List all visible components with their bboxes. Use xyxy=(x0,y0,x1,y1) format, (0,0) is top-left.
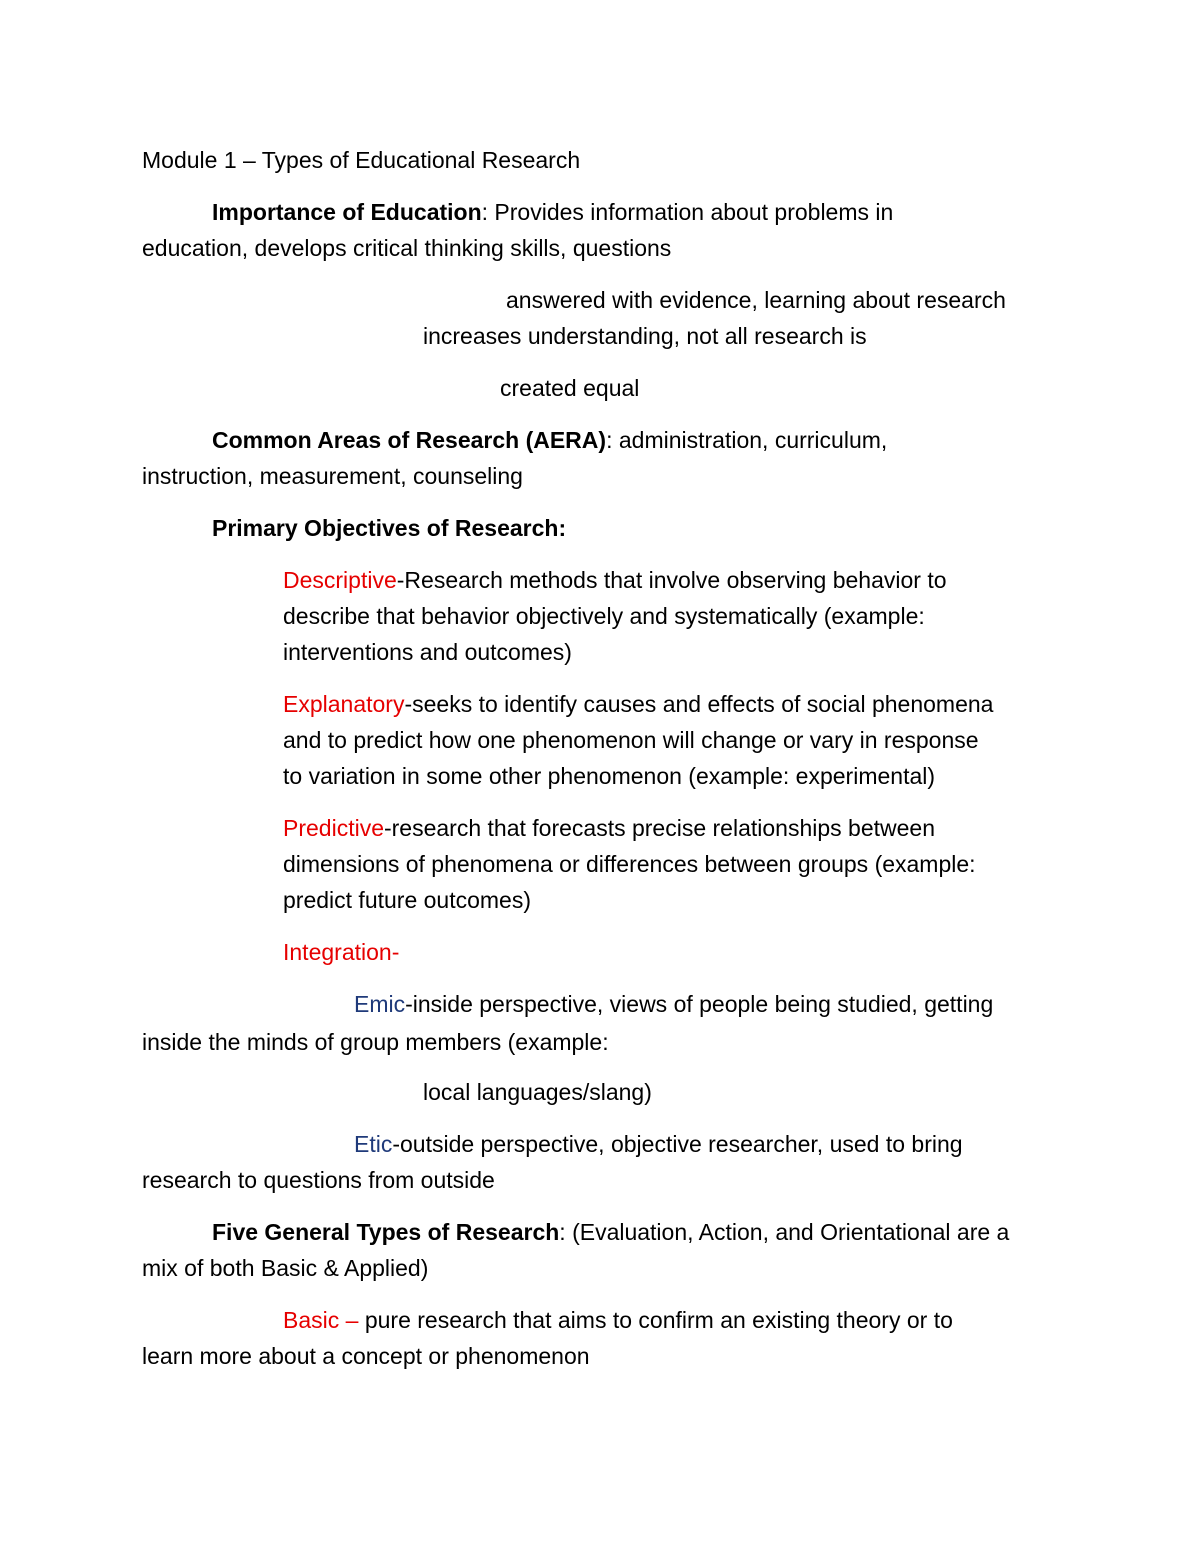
five-types-text-2: mix of both Basic & Applied) xyxy=(142,1255,429,1281)
predictive-term: Predictive xyxy=(283,815,384,841)
explanatory-text-3: to variation in some other phenomenon (example: experimental) xyxy=(283,763,936,789)
emic-line-1 xyxy=(354,990,993,1018)
explanatory-text-2: and to predict how one phenomenon will change or vary in response xyxy=(283,727,979,753)
etic-text-2: research to questions from outside xyxy=(142,1167,495,1193)
basic-dash: – xyxy=(339,1307,365,1333)
objectives-label: Primary Objectives of Research xyxy=(212,515,559,541)
five-types-line-1 xyxy=(212,1218,1009,1246)
emic-text-3: local languages/slang) xyxy=(423,1079,652,1105)
basic-text-1: pure research that aims to confirm an existing theory or to xyxy=(364,1307,953,1333)
page-title: Module 1 – Types of Educational Research xyxy=(142,147,581,173)
predictive-text-3: predict future outcomes) xyxy=(283,887,532,913)
importance-text-2: education, develops critical thinking skills, questions xyxy=(142,235,672,261)
explanatory-term: Explanatory xyxy=(283,691,405,717)
objectives-sep: : xyxy=(558,515,567,541)
basic-text-2: learn more about a concept or phenomenon xyxy=(142,1343,590,1369)
areas-line-1 xyxy=(212,426,887,454)
emic-term: Emic xyxy=(354,991,406,1017)
importance-text-3: answered with evidence, learning about research xyxy=(506,287,1006,313)
predictive-text-1: -research that forecasts precise relationships between xyxy=(383,815,935,841)
importance-text-4: increases understanding, not all research is xyxy=(423,323,867,349)
descriptive-line-1 xyxy=(283,566,947,594)
areas-label: Common Areas of Research (AERA) xyxy=(212,427,607,453)
emic-text-1: -inside perspective, views of people being studied, getting xyxy=(405,991,994,1017)
importance-text-5: created equal xyxy=(500,375,640,401)
basic-term: Basic xyxy=(283,1307,340,1333)
objectives-heading xyxy=(212,514,566,542)
areas-text-1: administration, curriculum, xyxy=(618,427,888,453)
predictive-text-2: dimensions of phenomena or differences between groups (example: xyxy=(283,851,976,877)
importance-sep: : xyxy=(481,199,495,225)
five-types-label: Five General Types of Research xyxy=(212,1219,560,1245)
importance-label: Importance of Education xyxy=(212,199,482,225)
descriptive-text-1: -Research methods that involve observing behavior to xyxy=(396,567,947,593)
basic-line-1 xyxy=(283,1306,953,1334)
emic-text-2: inside the minds of group members (example: xyxy=(142,1029,609,1055)
etic-term: Etic xyxy=(354,1131,393,1157)
descriptive-text-2: describe that behavior objectively and systematically (example: xyxy=(283,603,925,629)
etic-text-1: -outside perspective, objective researcher, used to bring xyxy=(392,1131,963,1157)
etic-line-1 xyxy=(354,1130,963,1158)
importance-text-1: Provides information about problems in xyxy=(494,199,894,225)
descriptive-term: Descriptive xyxy=(283,567,397,593)
predictive-line-1 xyxy=(283,814,935,842)
explanatory-text-1: -seeks to identify causes and effects of social phenomena xyxy=(404,691,994,717)
areas-text-2: instruction, measurement, counseling xyxy=(142,463,523,489)
importance-line-1 xyxy=(212,198,893,226)
five-types-text-1: (Evaluation, Action, and Orientational are a xyxy=(572,1219,1010,1245)
areas-sep: : xyxy=(606,427,619,453)
descriptive-text-3: interventions and outcomes) xyxy=(283,639,572,665)
explanatory-line-1 xyxy=(283,690,993,718)
five-types-sep: : xyxy=(559,1219,573,1245)
integration-term: Integration- xyxy=(283,939,400,965)
